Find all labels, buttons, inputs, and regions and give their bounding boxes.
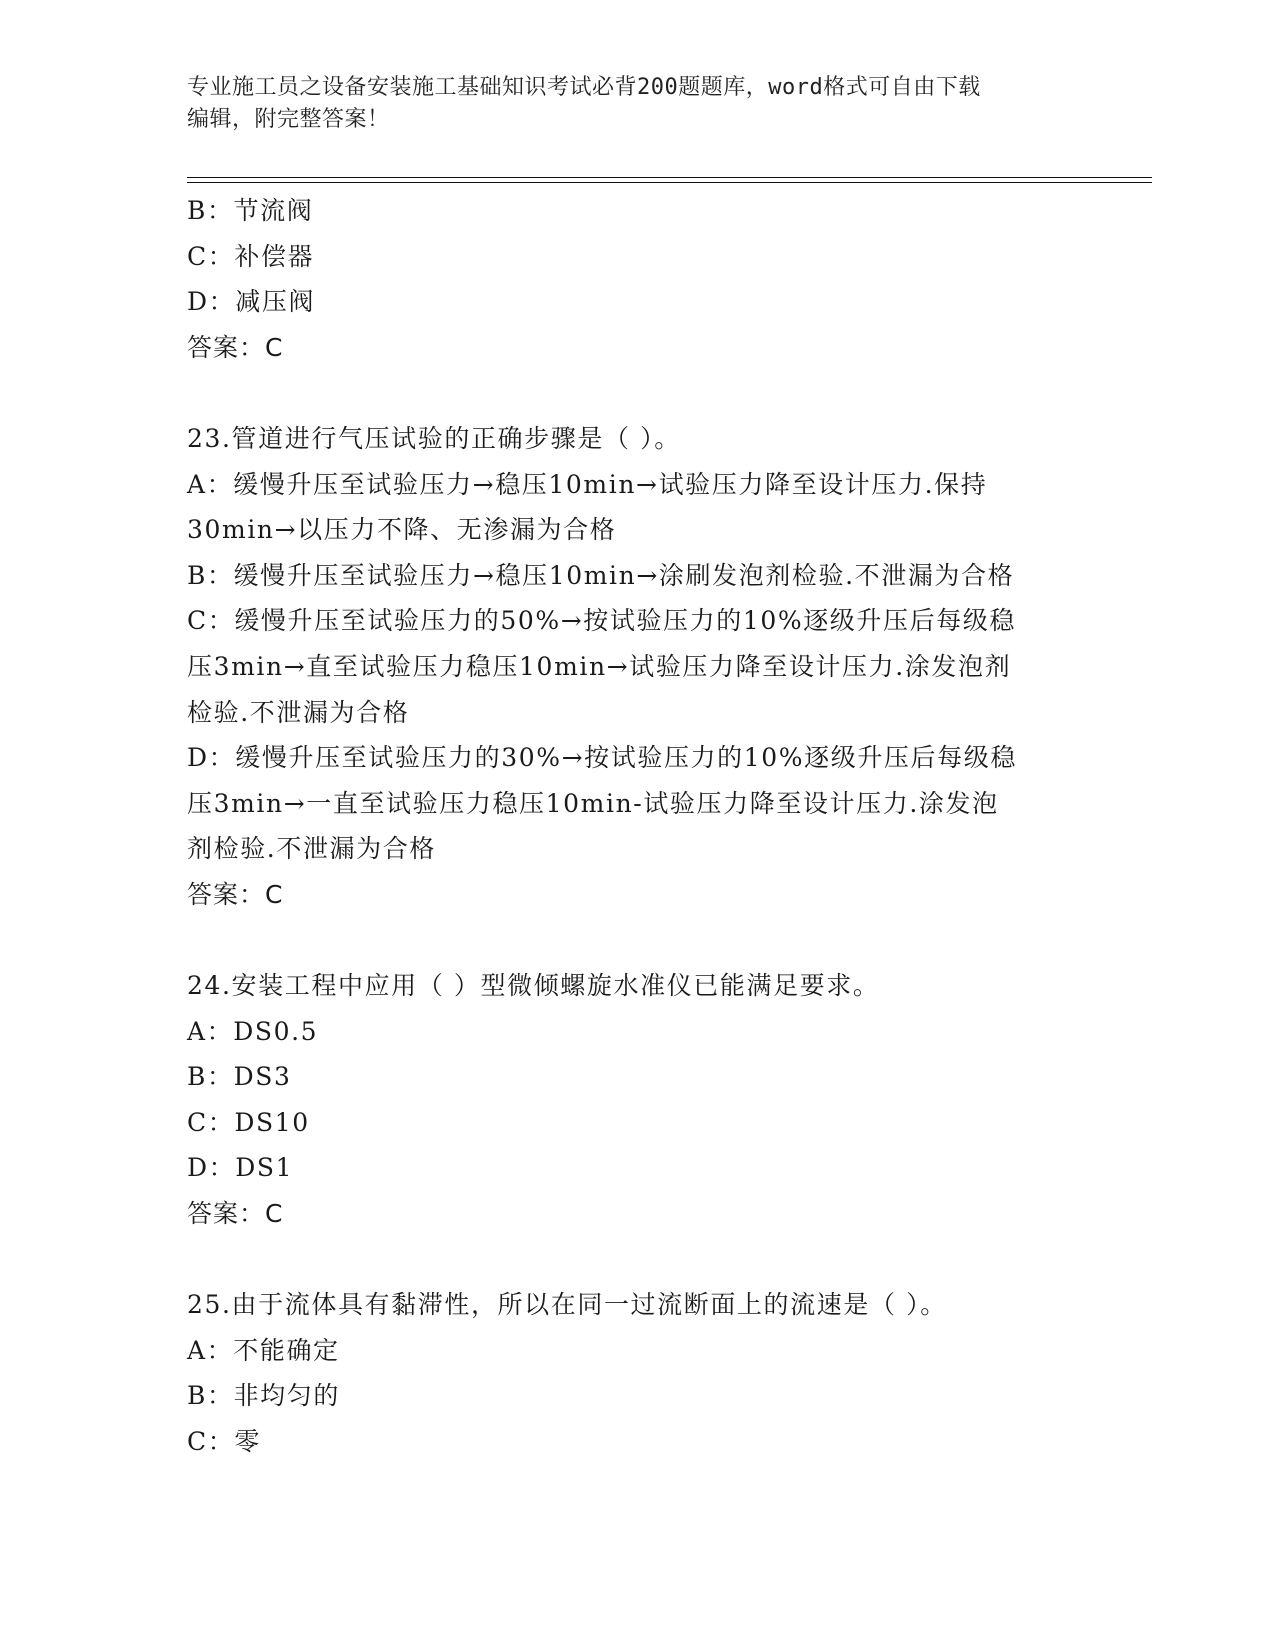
question-text: 23.管道进行气压试验的正确步骤是（ ）。 [187, 423, 681, 453]
document-header [187, 72, 1067, 136]
spacer [187, 1237, 1087, 1283]
option-d-line-2: 压3min→一直至试验压力稳压10min-试验压力降至设计压力.涂发泡 [187, 788, 999, 818]
question-23 [187, 416, 1087, 918]
option-c-line-1: C：缓慢升压至试验压力的50%→按试验压力的10%逐级升压后每级稳 [187, 606, 1017, 636]
option-d-line-1: D：缓慢升压至试验压力的30%→按试验压力的10%逐级升压后每级稳 [187, 743, 1017, 773]
option-a-line-2: 30min→以压力不降、无渗漏为合格 [187, 515, 617, 545]
question-22-tail [187, 188, 1087, 370]
option-a: A：不能确定 [187, 1335, 340, 1365]
option-b: B：非均匀的 [187, 1381, 340, 1411]
question-list [187, 188, 1087, 1465]
option-c: C：零 [187, 1427, 261, 1457]
header-divider-top [187, 177, 1152, 178]
option-c: C：DS10 [187, 1107, 310, 1137]
answer-line: 答案：C [187, 332, 284, 362]
option-c-line-2: 压3min→直至试验压力稳压10min→试验压力降至设计压力.涂发泡剂 [187, 651, 1012, 681]
header-title-line-1: 专业施工员之设备安装施工基础知识考试必背200题题库，word格式可自由下载 [187, 75, 981, 100]
question-25 [187, 1282, 1087, 1464]
answer-line: 答案：C [187, 1199, 284, 1229]
option-d-line-3: 剂检验.不泄漏为合格 [187, 834, 436, 864]
option-a-line-1: A：缓慢升压至试验压力→稳压10min→试验压力降至设计压力.保持 [187, 469, 988, 499]
option-b: B：节流阀 [187, 196, 314, 225]
header-divider-bottom [187, 182, 1152, 183]
question-24 [187, 963, 1087, 1237]
option-b: B：缓慢升压至试验压力→稳压10min→涂刷发泡剂检验.不泄漏为合格 [187, 560, 1015, 590]
spacer [187, 370, 1087, 416]
option-d: D：减压阀 [187, 287, 316, 317]
spacer [187, 918, 1087, 964]
question-text: 24.安装工程中应用（ ）型微倾螺旋水准仪已能满足要求。 [187, 971, 880, 1001]
option-b: B：DS3 [187, 1062, 292, 1092]
answer-line: 答案：C [187, 879, 284, 909]
header-title-line-2: 编辑，附完整答案！ [187, 107, 390, 132]
option-d: D：DS1 [187, 1153, 294, 1183]
option-c: C：补偿器 [187, 241, 315, 271]
option-c-line-3: 检验.不泄漏为合格 [187, 697, 410, 727]
question-text: 25.由于流体具有黏滞性，所以在同一过流断面上的流速是（ ）。 [187, 1290, 947, 1320]
option-a: A：DS0.5 [187, 1016, 319, 1046]
